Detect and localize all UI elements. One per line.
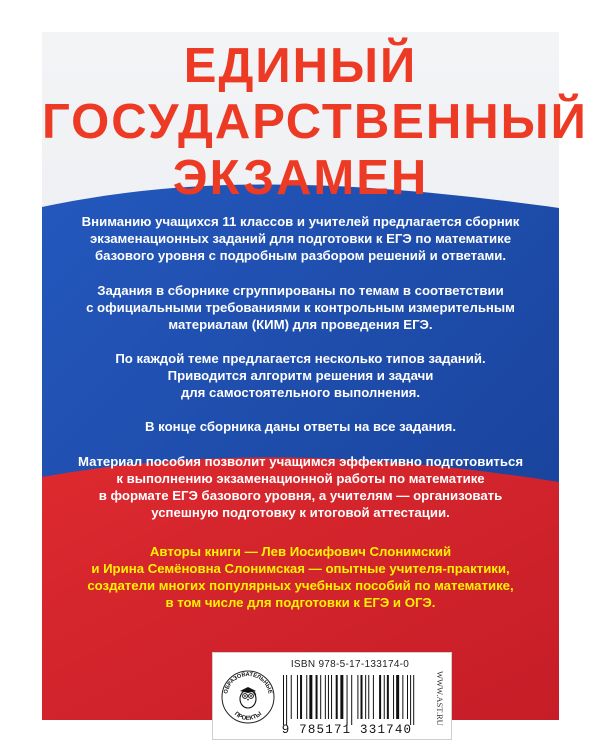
paragraph-2 <box>42 282 559 333</box>
barcode-bar <box>347 675 348 725</box>
barcode-bar <box>387 675 389 719</box>
title-line: ЕДИНЫЙ <box>183 39 418 93</box>
text-line: В конце сборника даны ответы на все задания. <box>144 419 456 434</box>
barcode-bar <box>320 675 321 719</box>
barcode-bar <box>357 675 358 719</box>
text-line: Вниманию учащихся 11 классов и учителей предлагается сборник <box>81 214 520 229</box>
barcode-digits: 9 785171 331740 <box>281 723 413 737</box>
paragraph-4 <box>42 418 559 435</box>
paragraph-1 <box>42 213 559 264</box>
barcode-bar <box>306 675 307 719</box>
barcode-bar <box>393 675 394 719</box>
logo-top-text: ОБРАЗОВАТЕЛЬНЫЕ <box>223 671 273 695</box>
paragraph-3 <box>42 350 559 401</box>
logo-bottom-text: ПРОЕКТЫ <box>233 711 263 722</box>
barcode-bar <box>316 675 318 719</box>
text-line: к выполнению экзаменационной работы по математике <box>116 471 485 486</box>
text-line: создатели многих популярных учебных пособий по математике, <box>87 578 514 593</box>
text-line: базового уровня с подробным разбором решений и ответами. <box>94 248 507 263</box>
publisher-website: WWW.AST.RU <box>435 670 445 726</box>
barcode-bar <box>331 675 332 719</box>
text-line: для самостоятельного выполнения. <box>180 385 421 400</box>
text-line: экзаменационных заданий для подготовки к ЕГЭ по математике <box>89 231 512 246</box>
barcode-bar <box>300 675 302 719</box>
authors-paragraph <box>42 543 559 611</box>
text-line: успешную подготовку к итоговой аттестации. <box>151 505 450 520</box>
text-line: в формате ЕГЭ базового уровня, а учителям — организовать <box>98 488 503 503</box>
text-line: в том числе для подготовки к ЕГЭ и ОГЭ. <box>165 595 436 610</box>
barcode-bar <box>351 675 352 725</box>
text-line: и Ирина Семёновна Слонимская — опытные учителя-практики, <box>91 561 510 576</box>
barcode-bar <box>340 675 343 719</box>
barcode-bar <box>365 675 366 719</box>
barcode-bar <box>410 675 411 725</box>
barcode-bars <box>281 675 421 725</box>
barcode-bar <box>297 675 298 719</box>
title <box>42 38 588 206</box>
isbn-label: ISBN 978-5-17-133174-0 <box>290 659 410 670</box>
barcode-bar <box>309 675 312 719</box>
text-line: По каждой теме предлагается несколько типов заданий. <box>115 351 486 366</box>
book-back-cover <box>42 32 588 737</box>
barcode-bar <box>396 675 399 719</box>
paragraph-5 <box>42 453 559 521</box>
barcode-panel <box>212 652 452 740</box>
barcode-bar <box>286 675 287 725</box>
title-line: ЭКЗАМЕН <box>172 151 429 205</box>
barcode-bar <box>379 675 381 719</box>
barcode-bar <box>325 675 326 719</box>
barcode-bar <box>384 675 385 719</box>
text-line: Задания в сборнике сгруппированы по темам в соответствии <box>97 283 504 298</box>
title-line: ГОСУДАРСТВЕННЫЙ <box>42 95 588 149</box>
barcode-bar <box>407 675 408 719</box>
text-line: Авторы книги — Лев Иосифович Слонимский <box>149 544 452 559</box>
barcode-bar <box>361 675 363 719</box>
text-line: Материал пособия позволит учащимся эффективно подготовиться <box>77 454 524 469</box>
barcode-bar <box>402 675 403 719</box>
text-line: с официальными требованиями к контрольным измерительным <box>86 300 515 315</box>
owl-icon <box>240 687 256 708</box>
barcode-bar <box>328 675 329 719</box>
text-line: Приводится алгоритм решения и задачи <box>167 368 434 383</box>
barcode-bar <box>413 675 414 725</box>
barcode-bar <box>283 675 284 725</box>
barcode-bar <box>336 675 338 719</box>
text-line: материалам (КИМ) для проведения ЕГЭ. <box>168 317 433 332</box>
barcode-bar <box>368 675 369 719</box>
barcode-bar <box>291 675 292 719</box>
barcode-bar <box>373 675 374 719</box>
